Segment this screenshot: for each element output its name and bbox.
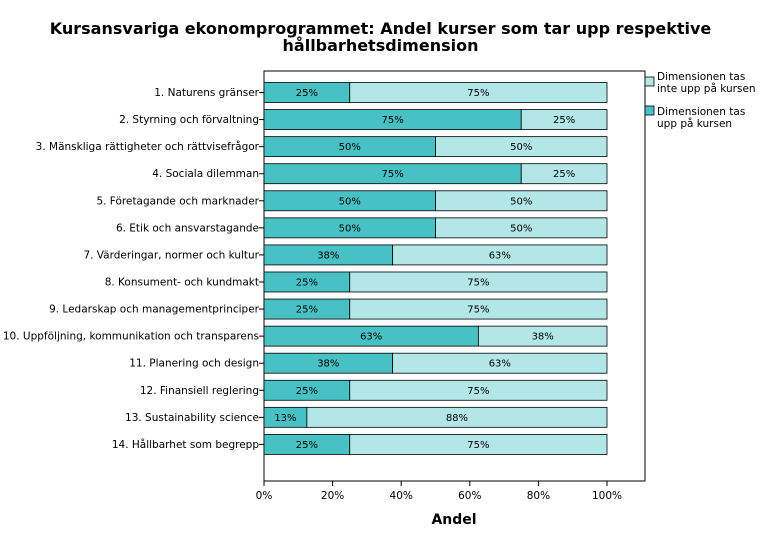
- x-axis-title: Andel: [431, 512, 477, 528]
- data-label-covered-7: 38%: [317, 250, 340, 262]
- data-label-covered-9: 25%: [295, 304, 318, 316]
- data-label-covered-6: 50%: [338, 223, 361, 235]
- data-label-covered-4: 75%: [381, 169, 404, 181]
- legend-label-not-covered-line-2: inte upp på kursen: [657, 83, 756, 95]
- data-label-not-covered-11: 63%: [488, 358, 511, 370]
- legend-swatch-not-covered: [645, 77, 654, 86]
- chart-title-line-2: hållbarhetsdimension: [282, 36, 479, 55]
- category-label-3: 3. Mänskliga rättigheter och rättvisefrågor: [35, 141, 259, 154]
- data-label-covered-12: 25%: [295, 385, 318, 397]
- category-label-10: 10. Uppföljning, kommunikation och transparens: [2, 330, 259, 343]
- bars-layer: [264, 83, 607, 455]
- legend: [645, 71, 756, 130]
- data-label-covered-2: 75%: [381, 115, 404, 127]
- data-label-not-covered-1: 75%: [467, 88, 490, 99]
- category-label-5: 5. Företagande och marknader: [96, 195, 259, 208]
- data-label-covered-5: 50%: [338, 196, 361, 208]
- legend-label-not-covered-line-1: Dimensionen tas: [657, 71, 746, 83]
- data-label-not-covered-12: 75%: [467, 385, 490, 397]
- data-label-not-covered-6: 50%: [510, 223, 533, 235]
- category-label-6: 6. Etik och ansvarstagande: [115, 222, 259, 235]
- data-label-not-covered-13: 88%: [445, 412, 469, 424]
- legend-swatch-covered: [645, 106, 654, 115]
- x-tick-label-0%: 0%: [255, 490, 273, 502]
- x-tick-label-100%: 100%: [591, 490, 623, 502]
- legend-label-covered-line-2: upp på kursen: [657, 118, 733, 130]
- data-label-covered-14: 25%: [295, 439, 318, 451]
- data-label-covered-10: 63%: [360, 331, 383, 343]
- category-label-11: 11. Planering och design: [129, 357, 259, 370]
- data-label-not-covered-4: 25%: [553, 169, 576, 181]
- data-label-covered-13: 13%: [274, 412, 297, 424]
- category-label-4: 4. Sociala dilemman: [152, 168, 259, 181]
- data-label-covered-3: 50%: [338, 142, 361, 154]
- data-label-covered-8: 25%: [295, 277, 318, 289]
- category-label-7: 7. Värderingar, normer och kultur: [83, 249, 259, 262]
- data-label-not-covered-9: 75%: [467, 304, 490, 316]
- category-label-12: 12. Finansiell reglering: [139, 384, 259, 397]
- category-label-2: 2. Styrning och förvaltning: [119, 114, 259, 127]
- data-label-not-covered-2: 25%: [553, 115, 576, 127]
- data-label-not-covered-5: 50%: [510, 196, 533, 208]
- legend-label-covered-line-1: Dimensionen tas: [657, 106, 746, 118]
- data-label-not-covered-3: 50%: [510, 142, 533, 154]
- category-label-1: 1. Naturens gränser: [154, 87, 259, 99]
- x-tick-label-80%: 80%: [526, 490, 551, 502]
- category-label-13: 13. Sustainability science: [125, 411, 259, 424]
- data-label-not-covered-7: 63%: [488, 250, 511, 262]
- x-tick-label-40%: 40%: [389, 490, 413, 502]
- data-label-not-covered-14: 75%: [467, 439, 490, 451]
- data-label-covered-1: 25%: [295, 88, 318, 99]
- data-label-covered-11: 38%: [317, 358, 340, 370]
- data-label-not-covered-8: 75%: [467, 277, 490, 289]
- category-label-9: 9. Ledarskap och managementprinciper: [49, 303, 259, 316]
- x-tick-label-20%: 20%: [320, 490, 345, 502]
- data-label-not-covered-10: 38%: [531, 331, 554, 343]
- category-label-8: 8. Konsument- och kundmakt: [104, 276, 259, 289]
- category-label-14: 14. Hållbarhet som begrepp: [111, 438, 259, 451]
- x-tick-label-60%: 60%: [458, 490, 482, 502]
- chart-title-line-1: Kursansvariga ekonomprogrammet: Andel kurser som tar upp respektive: [49, 19, 712, 38]
